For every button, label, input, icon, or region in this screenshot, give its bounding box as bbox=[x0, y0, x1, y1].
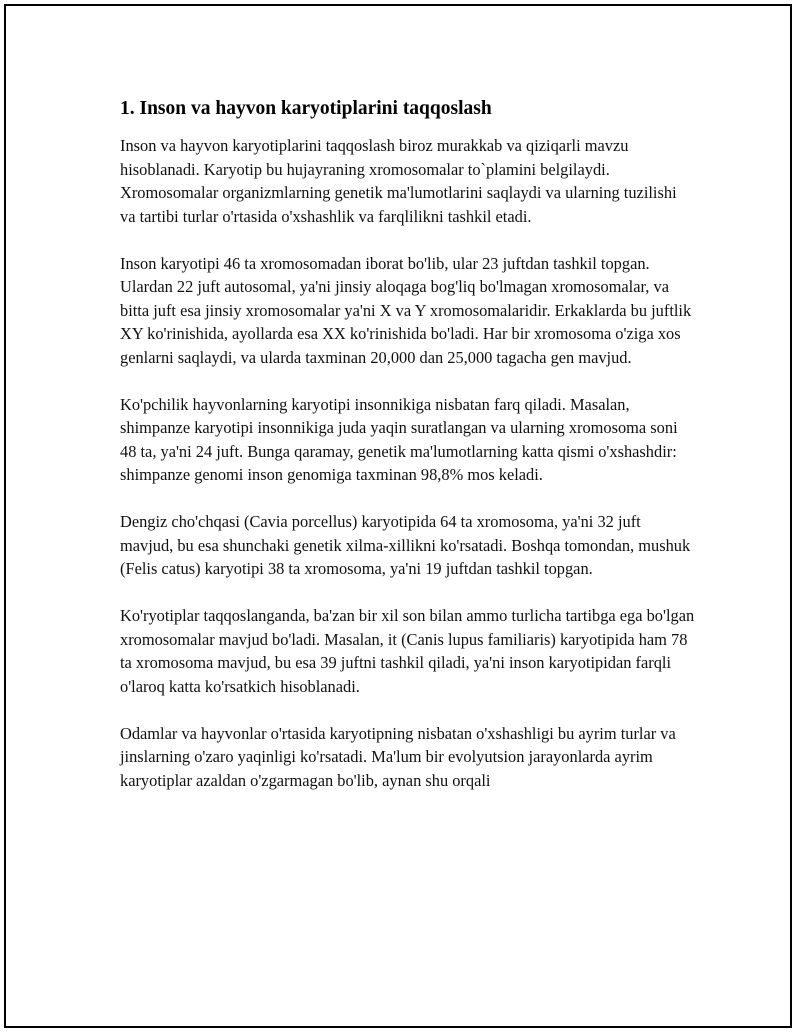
document-body bbox=[120, 96, 695, 816]
paragraph-1: Inson va hayvon karyotiplarini taqqoslash biroz murakkab va qiziqarli mavzu hisoblanadi. Karyotip bu hujayraning xromosomalar to`plamini belgilaydi. Xromosomalar organizmlarning genetik ma'lumotlarini saqlaydi va ularning tuzilishi va tartibi turlar o'rtasida o'xshashlik va farqlilikni tashkil etadi. bbox=[120, 136, 677, 226]
paragraph-6: Odamlar va hayvonlar o'rtasida karyotipning nisbatan o'xshashligi bu ayrim turlar va jinslarning o'zaro yaqinligi ko'rsatadi. Ma'lum bir evolyutsion jarayonlarda ayrim karyotiplar azaldan o'zgarmagan bo'lib, aynan shu orqali bbox=[120, 723, 676, 790]
section-title: 1. Inson va hayvon karyotiplarini taqqoslash bbox=[120, 98, 492, 119]
paragraph-3: Ko'pchilik hayvonlarning karyotipi insonnikiga nisbatan farq qiladi. Masalan, shimpanze karyotipi insonnikiga juda yaqin suratlangan va ularning xromosoma soni 48 ta, ya'ni 24 juft. Bunga qaramay, genetik ma'lumotlarning katta qismi o'xshashdir: shimpanze genomi inson genomiga taxminan 98,8% mos keladi. bbox=[120, 394, 678, 484]
paragraph-5: Ko'ryotiplar taqqoslanganda, ba'zan bir xil son bilan ammo turlicha tartibga ega bo'lgan xromosomalar mavjud bo'ladi. Masalan, it (Canis lupus familiaris) karyotipida ham 78 ta xromosoma mavjud, bu esa 39 juftni tashkil qiladi, ya'ni inson karyotipidan farqli o'laroq katta ko'rsatkich hisoblanadi. bbox=[120, 606, 695, 696]
paragraph-2: Inson karyotipi 46 ta xromosomadan iborat bo'lib, ular 23 juftdan tashkil topgan. Ulardan 22 juft autosomal, ya'ni jinsiy aloqaga bog'liq bo'lmagan xromosomalar, va bitta juft esa jinsiy xromosomalar ya'ni X va Y xromosomalaridir. Erkaklarda bu juftlik XY ko'rinishida, ayollarda esa XX ko'rinishida bo'ladi. Har bir xromosoma o'ziga xos genlarni saqlaydi, va ularda taxminan 20,000 dan 25,000 tagacha gen mavjud. bbox=[120, 253, 692, 367]
document-page bbox=[4, 4, 792, 1028]
paragraph-4: Dengiz cho'chqasi (Cavia porcellus) karyotipida 64 ta xromosoma, ya'ni 32 juft mavjud, bu esa shunchaki genetik xilma-xillikni ko'rsatadi. Boshqa tomondan, mushuk (Felis catus) karyotipi 38 ta xromosoma, ya'ni 19 juftdan tashkil topgan. bbox=[120, 512, 691, 578]
